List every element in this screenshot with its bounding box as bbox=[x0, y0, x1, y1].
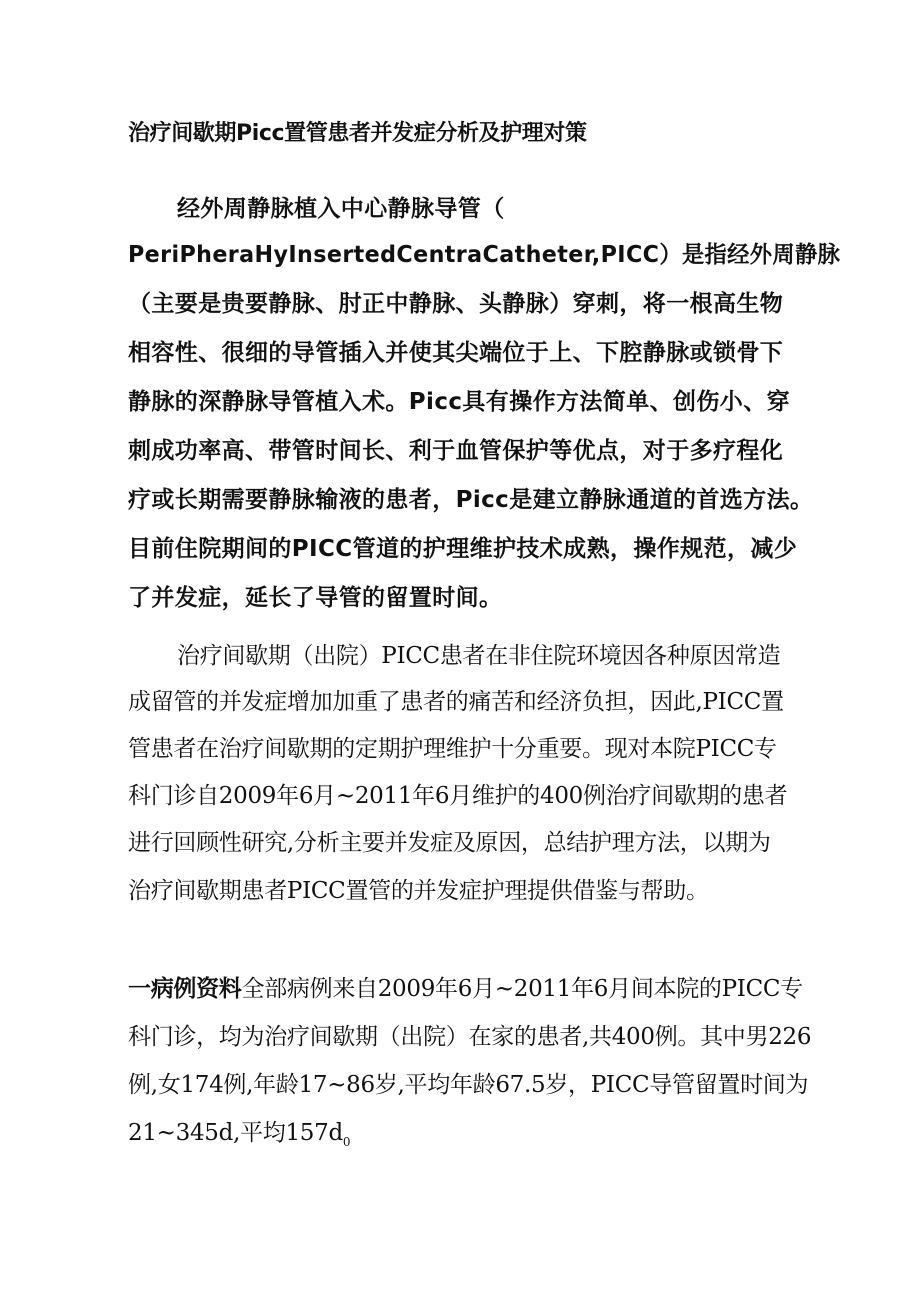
paragraph-two-line: 进行回顾性研究,分析主要并发症及原因，总结护理方法，以期为 bbox=[128, 830, 771, 856]
section-last-line-text: 21~345d,平均157d bbox=[128, 1120, 343, 1146]
intro-line: PeriPheraHyInsertedCentraCatheter,PICC）是指经外周静脉 bbox=[128, 242, 841, 268]
section-heading: 一病例资料 bbox=[128, 976, 242, 1002]
intro-line: 疗或长期需要静脉输液的患者，Picc是建立静脉通道的首选方法。 bbox=[128, 487, 814, 513]
intro-line: 静脉的深静脉导管植入术。Picc具有操作方法简单、创伤小、穿 bbox=[128, 389, 791, 415]
paragraph-two-line: 治疗间歇期（出院）PICC患者在非住院环境因各种原因常造 bbox=[177, 643, 781, 669]
section-first-line bbox=[128, 970, 803, 1003]
intro-line: （主要是贵要静脉、肘正中静脉、头静脉）穿刺，将一根高生物 bbox=[128, 291, 784, 317]
paragraph-two-line: 科门诊自2009年6月~2011年6月维护的400例治疗间歇期的患者 bbox=[128, 783, 788, 809]
intro-line: 了并发症，延长了导管的留置时间。 bbox=[128, 585, 503, 611]
section-line: 科门诊，均为治疗间歇期（出院）在家的患者,共400例。其中男226 bbox=[128, 1024, 812, 1050]
section-last-line-subscript: 0 bbox=[342, 1135, 351, 1149]
section-first-line-text: 全部病例来自2009年6月~2011年6月间本院的PICC专 bbox=[241, 976, 803, 1002]
intro-line: 相容性、很细的导管插入并使其尖端位于上、下腔静脉或锁骨下 bbox=[128, 340, 784, 366]
intro-line: 经外周静脉植入中心静脉导管（ bbox=[177, 196, 505, 222]
intro-line: 刺成功率高、带管时间长、利于血管保护等优点，对于多疗程化 bbox=[128, 438, 784, 464]
paragraph-two-line: 管患者在治疗间歇期的定期护理维护十分重要。现对本院PICC专 bbox=[128, 736, 777, 762]
section-line: 例,女174例,年龄17~86岁,平均年龄67.5岁，PICC导管留置时间为 bbox=[128, 1072, 809, 1098]
document-title: 治疗间歇期Picc置管患者并发症分析及护理对策 bbox=[128, 121, 587, 146]
intro-line: 目前住院期间的PICC管道的护理维护技术成熟，操作规范，减少 bbox=[128, 536, 798, 562]
paragraph-two-line: 成留管的并发症增加加重了患者的痛苦和经济负担，因此,PICC置 bbox=[128, 689, 784, 715]
section-last-line bbox=[128, 1114, 350, 1149]
paragraph-two-line: 治疗间歇期患者PICC置管的并发症护理提供借鉴与帮助。 bbox=[128, 878, 709, 904]
